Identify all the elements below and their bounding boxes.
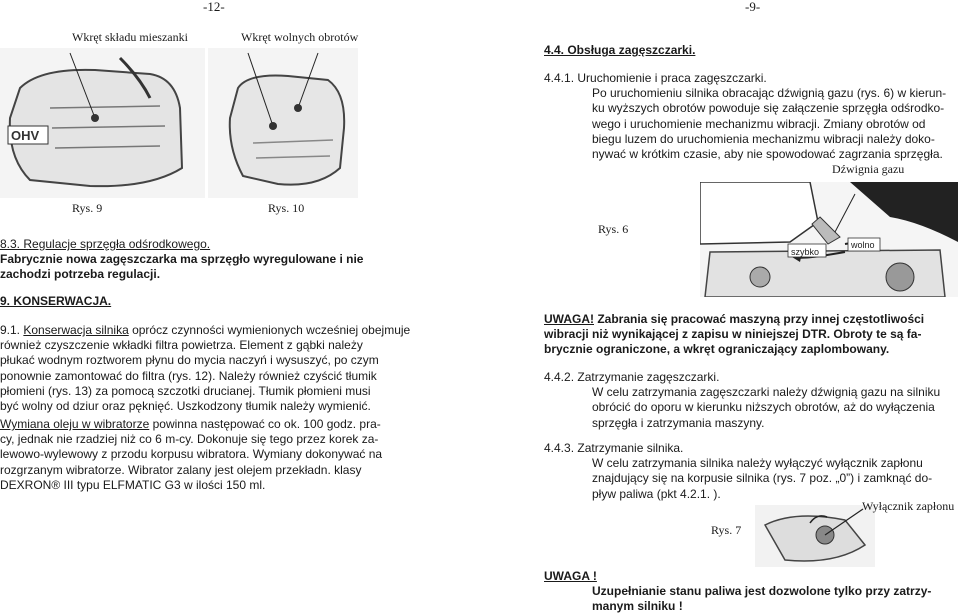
caption-rys10: Rys. 10 [268,201,305,215]
section-9-1-line-2: płukać wodnym roztworem płynu do mycia naczyń i wysuszyć, po czym [0,353,379,368]
warning-1-label: UWAGA! [544,312,594,326]
warning-2-line-1: Uzupełnianie stanu paliwa jest dozwolone tylko przy zatrzy- [592,584,932,599]
warning-1 [544,312,959,358]
warning-1-line-1: wibracji niż wynikającej z zapisu w niniejszej DTR. Obroty te są fa- [544,327,922,342]
oil-change-lead-rest: powinna następować co ok. 100 godz. pra- [149,417,381,431]
section-4-4-3-line-3: pływ paliwa (pkt 4.2.1. ). [592,486,721,501]
engine-marking-text: OHV [11,128,40,143]
section-4-4-2-title: 4.4.2. Zatrzymanie zagęszczarki. [544,370,720,384]
section-4-4-1-line-1: Po uruchomieniu silnika obracając dźwignią gazu (rys. 6) w kierun- [592,86,947,101]
section-4-4-2 [544,370,959,431]
section-4-4-heading: 4.4. Obsługa zagęszczarki. [544,43,696,57]
section-4-4-3-line-2: znajdujący się na korpusie silnika (rys. 7 poz. „0”) i zamknąć do- [592,471,933,486]
section-9-heading: 9. KONSERWACJA. [0,294,112,308]
oil-change-line-3: rozgrzanym wibratorze. Wibrator zalany jest olejem przekładn. klasy [0,462,362,477]
label-idle-screw: Wkręt wolnych obrotów [241,30,359,44]
section-9-1-label: 9.1. [0,323,24,337]
section-9-1-line-4: płomieni (rys. 13) za pomocą szczotki drucianej. Tłumik płomieni musi [0,383,371,398]
section-9-1-lead-rest: oprócz czynności wymienionych wcześniej obejmuje [128,323,411,337]
page-number-left: -12- [203,0,225,14]
section-4-4-3-title: 4.4.3. Zatrzymanie silnika. [544,441,684,455]
oil-change-paragraph [0,417,470,493]
section-8-3 [0,237,460,283]
figure-6-throttle-photo [700,182,958,297]
warning-2-line-2: manym silniku ! [592,599,683,614]
section-4-4-1-line-4: biegu luzem do uruchomienia mechanizmu wibracji należy doko- [592,131,935,146]
warning-1-first: Zabrania się pracować maszyną przy innej częstotliwości [594,312,925,326]
section-9-1-line-3: ponownie zamontować do filtra (rys. 12). Należy również czyścić tłumik [0,368,377,383]
section-9-1-line-1: również czyszczenie wkładki filtra powietrza. Element z gąbki należy [0,338,363,353]
section-4-4-1-title: 4.4.1. Uruchomienie i praca zagęszczarki. [544,71,767,85]
section-9-1-line-5: być wolny od dziur oraz pęknięć. Uszkodzony tłumik należy wymienić. [0,399,371,414]
section-8-3-title: 8.3. Regulacje sprzęgła odśrodkowego. [0,237,211,251]
section-4-4-2-line-3: sprzęgła i zatrzymania maszyny. [592,415,765,430]
section-8-3-line-1: Fabrycznie nowa zagęszczarka ma sprzęgło wyregulowane i nie [0,252,364,267]
section-9-1-lead: Konserwacja silnika [23,323,129,337]
oil-change-line-1: cy, jednak nie rzadziej niż co 6 m-cy. Dokonuje się tego przez korek za- [0,432,379,447]
oil-change-line-4: DEXRON® III typu ELFMATIC G3 w ilości 150 ml. [0,477,266,492]
figure-10-carburettor-photo [208,48,358,198]
section-4-4-2-line-2: obrócić do oporu w kierunku niższych obrotów, aż do wyłączenia [592,400,935,415]
section-4-4-1-line-2: ku wyższych obrotów powoduje się załączenie sprzęgła odśrodko- [592,101,945,116]
section-8-3-line-2: zachodzi potrzeba regulacji. [0,267,161,282]
figure-9-engine-photo [0,48,205,198]
section-4-4-1 [544,71,959,162]
warning-2-label: UWAGA ! [544,569,597,583]
section-4-4-3 [544,441,959,502]
oil-change-lead: Wymiana oleju w wibratorze [0,417,150,431]
caption-rys7: Rys. 7 [711,523,742,537]
warning-1-line-2: brycznie ograniczone, a wkręt ograniczający zaplombowany. [544,342,890,357]
section-4-4-1-line-3: wego i uruchomienie mechanizmu wibracji. Zmiany obrotów od [592,116,926,131]
caption-rys9: Rys. 9 [72,201,103,215]
section-4-4-2-line-1: W celu zatrzymania zagęszczarki należy dźwignią gazu na silniku [592,385,941,400]
fast-label: szybko [791,247,820,257]
section-4-4-3-line-1: W celu zatrzymania silnika należy wyłączyć wyłącznik zapłonu [592,456,923,471]
oil-change-line-2: lewowo-wylewowy z przodu korpusu wibratora. Wymiany dokonywać na [0,447,383,462]
caption-rys6: Rys. 6 [598,222,629,236]
label-mixer-screw: Wkręt składu mieszanki [72,30,188,44]
slow-label: wolno [851,240,875,250]
label-ignition-switch: Wyłącznik zapłonu [862,499,955,513]
figure-7-ignition-photo [755,505,875,567]
section-4-4-1-line-5: nywać w krótkim czasie, aby nie spowodować zagrzania sprzęgła. [592,147,943,162]
section-9-1 [0,323,470,414]
label-throttle-lever: Dźwignia gazu [832,162,905,176]
page-number-right: -9- [745,0,761,14]
warning-2 [544,569,959,615]
